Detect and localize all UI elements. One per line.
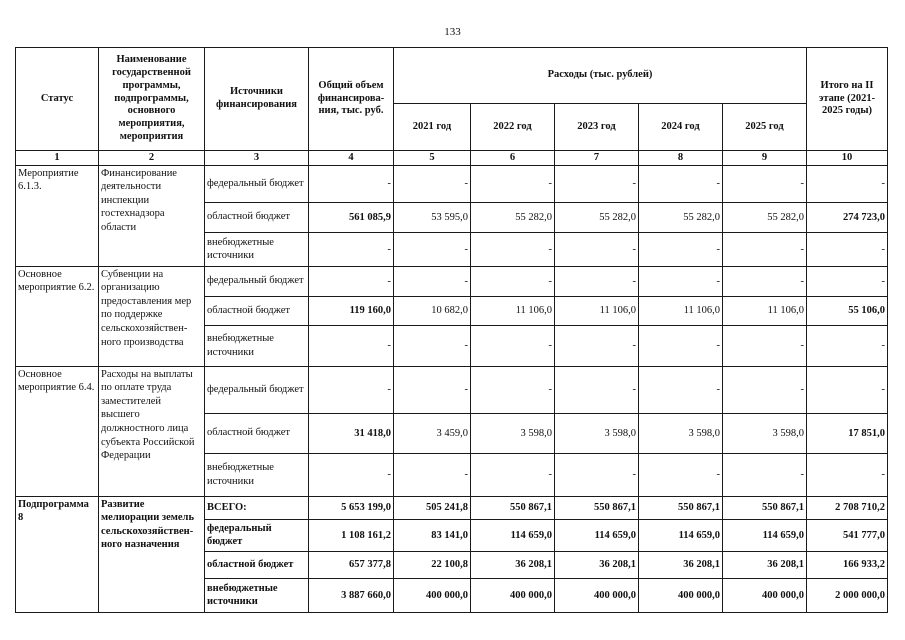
row-source: федеральный бюджет bbox=[205, 165, 309, 202]
column-number: 10 bbox=[807, 151, 888, 166]
cell-2022: - bbox=[471, 325, 555, 366]
cell-itogo: 274 723,0 bbox=[807, 202, 888, 232]
cell-total: - bbox=[309, 266, 394, 296]
cell-2024: 400 000,0 bbox=[639, 578, 723, 612]
row-status: Мероприятие 6.1.3. bbox=[16, 165, 99, 266]
cell-2022: - bbox=[471, 165, 555, 202]
cell-2023: - bbox=[555, 366, 639, 413]
cell-2023: - bbox=[555, 266, 639, 296]
header-expenses: Расходы (тыс. рублей) bbox=[394, 48, 807, 104]
cell-2021: 10 682,0 bbox=[394, 296, 471, 325]
header-itogo: Итого на II этапе (2021-2025 годы) bbox=[807, 48, 888, 151]
cell-2021: 400 000,0 bbox=[394, 578, 471, 612]
cell-itogo: - bbox=[807, 453, 888, 496]
header-name: Наименование государственной программы, подпрограммы, основного мероприятия, мероприятия bbox=[99, 48, 205, 151]
cell-2024: 55 282,0 bbox=[639, 202, 723, 232]
cell-2022: 3 598,0 bbox=[471, 413, 555, 453]
cell-itogo: 55 106,0 bbox=[807, 296, 888, 325]
row-status: Основное мероприятие 6.2. bbox=[16, 266, 99, 366]
row-source: областной бюджет bbox=[205, 413, 309, 453]
row-source: внебюджетные источники bbox=[205, 453, 309, 496]
cell-total: - bbox=[309, 366, 394, 413]
column-number: 2 bbox=[99, 151, 205, 166]
cell-2024: 36 208,1 bbox=[639, 551, 723, 578]
cell-2024: - bbox=[639, 165, 723, 202]
cell-itogo: 166 933,2 bbox=[807, 551, 888, 578]
cell-2025: 55 282,0 bbox=[723, 202, 807, 232]
cell-total: 5 653 199,0 bbox=[309, 496, 394, 519]
table-row bbox=[16, 266, 888, 296]
header-year: 2025 год bbox=[723, 104, 807, 151]
cell-2024: - bbox=[639, 266, 723, 296]
column-number: 9 bbox=[723, 151, 807, 166]
cell-itogo: 2 000 000,0 bbox=[807, 578, 888, 612]
cell-2021: 505 241,8 bbox=[394, 496, 471, 519]
table-row bbox=[16, 366, 888, 413]
row-name: Развитие мелиорации земель сельскохозяйствен-ного назначения bbox=[99, 496, 205, 612]
cell-2022: - bbox=[471, 266, 555, 296]
cell-2025: 550 867,1 bbox=[723, 496, 807, 519]
cell-itogo: - bbox=[807, 232, 888, 266]
row-name: Субвенции на организацию предоставления мер по поддержке сельскохозяйствен-ного производства bbox=[99, 266, 205, 366]
row-status: Основное мероприятие 6.4. bbox=[16, 366, 99, 496]
cell-total: 1 108 161,2 bbox=[309, 519, 394, 551]
cell-2021: 53 595,0 bbox=[394, 202, 471, 232]
cell-2025: - bbox=[723, 165, 807, 202]
cell-2023: - bbox=[555, 453, 639, 496]
header-total-volume: Общий объем финансирова-ния, тыс. руб. bbox=[309, 48, 394, 151]
cell-total: 561 085,9 bbox=[309, 202, 394, 232]
cell-total: 119 160,0 bbox=[309, 296, 394, 325]
row-source: федеральный бюджет bbox=[205, 519, 309, 551]
cell-itogo: - bbox=[807, 325, 888, 366]
column-number: 6 bbox=[471, 151, 555, 166]
header-year: 2023 год bbox=[555, 104, 639, 151]
cell-2021: 22 100,8 bbox=[394, 551, 471, 578]
cell-2024: 11 106,0 bbox=[639, 296, 723, 325]
header-status: Статус bbox=[16, 48, 99, 151]
cell-2021: - bbox=[394, 266, 471, 296]
cell-2022: - bbox=[471, 453, 555, 496]
cell-2024: - bbox=[639, 232, 723, 266]
cell-2024: 114 659,0 bbox=[639, 519, 723, 551]
cell-2021: 3 459,0 bbox=[394, 413, 471, 453]
cell-2022: 55 282,0 bbox=[471, 202, 555, 232]
column-number: 7 bbox=[555, 151, 639, 166]
cell-itogo: 17 851,0 bbox=[807, 413, 888, 453]
row-source: внебюджетные источники bbox=[205, 325, 309, 366]
cell-2022: 114 659,0 bbox=[471, 519, 555, 551]
row-source: федеральный бюджет bbox=[205, 366, 309, 413]
cell-2021: 83 141,0 bbox=[394, 519, 471, 551]
header-year: 2024 год bbox=[639, 104, 723, 151]
row-status: Подпрограмма 8 bbox=[16, 496, 99, 612]
cell-itogo: 541 777,0 bbox=[807, 519, 888, 551]
cell-total: 3 887 660,0 bbox=[309, 578, 394, 612]
cell-2024: 3 598,0 bbox=[639, 413, 723, 453]
cell-2025: 36 208,1 bbox=[723, 551, 807, 578]
cell-2023: 3 598,0 bbox=[555, 413, 639, 453]
cell-2021: - bbox=[394, 165, 471, 202]
cell-itogo: - bbox=[807, 165, 888, 202]
cell-2025: 3 598,0 bbox=[723, 413, 807, 453]
cell-itogo: - bbox=[807, 266, 888, 296]
financing-table bbox=[15, 47, 888, 613]
cell-2025: - bbox=[723, 266, 807, 296]
header-year: 2022 год bbox=[471, 104, 555, 151]
column-number: 5 bbox=[394, 151, 471, 166]
cell-total: 657 377,8 bbox=[309, 551, 394, 578]
cell-2025: 114 659,0 bbox=[723, 519, 807, 551]
cell-2023: 114 659,0 bbox=[555, 519, 639, 551]
cell-2023: - bbox=[555, 165, 639, 202]
row-source: федеральный бюджет bbox=[205, 266, 309, 296]
cell-total: - bbox=[309, 232, 394, 266]
cell-2023: - bbox=[555, 232, 639, 266]
cell-2022: - bbox=[471, 366, 555, 413]
row-name: Финансирование деятельности инспекции гостехнадзора области bbox=[99, 165, 205, 266]
cell-2022: 550 867,1 bbox=[471, 496, 555, 519]
row-source: областной бюджет bbox=[205, 296, 309, 325]
cell-2025: 11 106,0 bbox=[723, 296, 807, 325]
header-sources: Источники финансирования bbox=[205, 48, 309, 151]
cell-2021: - bbox=[394, 325, 471, 366]
column-number: 8 bbox=[639, 151, 723, 166]
cell-2025: - bbox=[723, 232, 807, 266]
cell-2023: 36 208,1 bbox=[555, 551, 639, 578]
row-source: внебюджетные источники bbox=[205, 232, 309, 266]
cell-2023: 550 867,1 bbox=[555, 496, 639, 519]
cell-2024: - bbox=[639, 453, 723, 496]
cell-itogo: 2 708 710,2 bbox=[807, 496, 888, 519]
cell-2021: - bbox=[394, 453, 471, 496]
cell-2025: - bbox=[723, 366, 807, 413]
cell-2023: 400 000,0 bbox=[555, 578, 639, 612]
column-number: 4 bbox=[309, 151, 394, 166]
cell-2022: 400 000,0 bbox=[471, 578, 555, 612]
cell-2024: - bbox=[639, 325, 723, 366]
header-year: 2021 год bbox=[394, 104, 471, 151]
cell-2022: 11 106,0 bbox=[471, 296, 555, 325]
row-source: областной бюджет bbox=[205, 202, 309, 232]
cell-2025: 400 000,0 bbox=[723, 578, 807, 612]
row-source: областной бюджет bbox=[205, 551, 309, 578]
cell-total: - bbox=[309, 453, 394, 496]
cell-2023: 11 106,0 bbox=[555, 296, 639, 325]
row-name: Расходы на выплаты по оплате труда заместителей высшего должностного лица субъекта Российской Федерации bbox=[99, 366, 205, 496]
page-number: 133 bbox=[444, 26, 461, 38]
cell-2021: - bbox=[394, 366, 471, 413]
cell-2023: 55 282,0 bbox=[555, 202, 639, 232]
row-source: ВСЕГО: bbox=[205, 496, 309, 519]
cell-total: - bbox=[309, 165, 394, 202]
cell-2024: 550 867,1 bbox=[639, 496, 723, 519]
cell-itogo: - bbox=[807, 366, 888, 413]
cell-2024: - bbox=[639, 366, 723, 413]
cell-2022: - bbox=[471, 232, 555, 266]
cell-2022: 36 208,1 bbox=[471, 551, 555, 578]
cell-total: - bbox=[309, 325, 394, 366]
cell-2021: - bbox=[394, 232, 471, 266]
column-number: 1 bbox=[16, 151, 99, 166]
column-number: 3 bbox=[205, 151, 309, 166]
table-row bbox=[16, 165, 888, 202]
cell-2025: - bbox=[723, 325, 807, 366]
cell-2025: - bbox=[723, 453, 807, 496]
row-source: внебюджетные источники bbox=[205, 578, 309, 612]
cell-total: 31 418,0 bbox=[309, 413, 394, 453]
table-row bbox=[16, 496, 888, 519]
cell-2023: - bbox=[555, 325, 639, 366]
